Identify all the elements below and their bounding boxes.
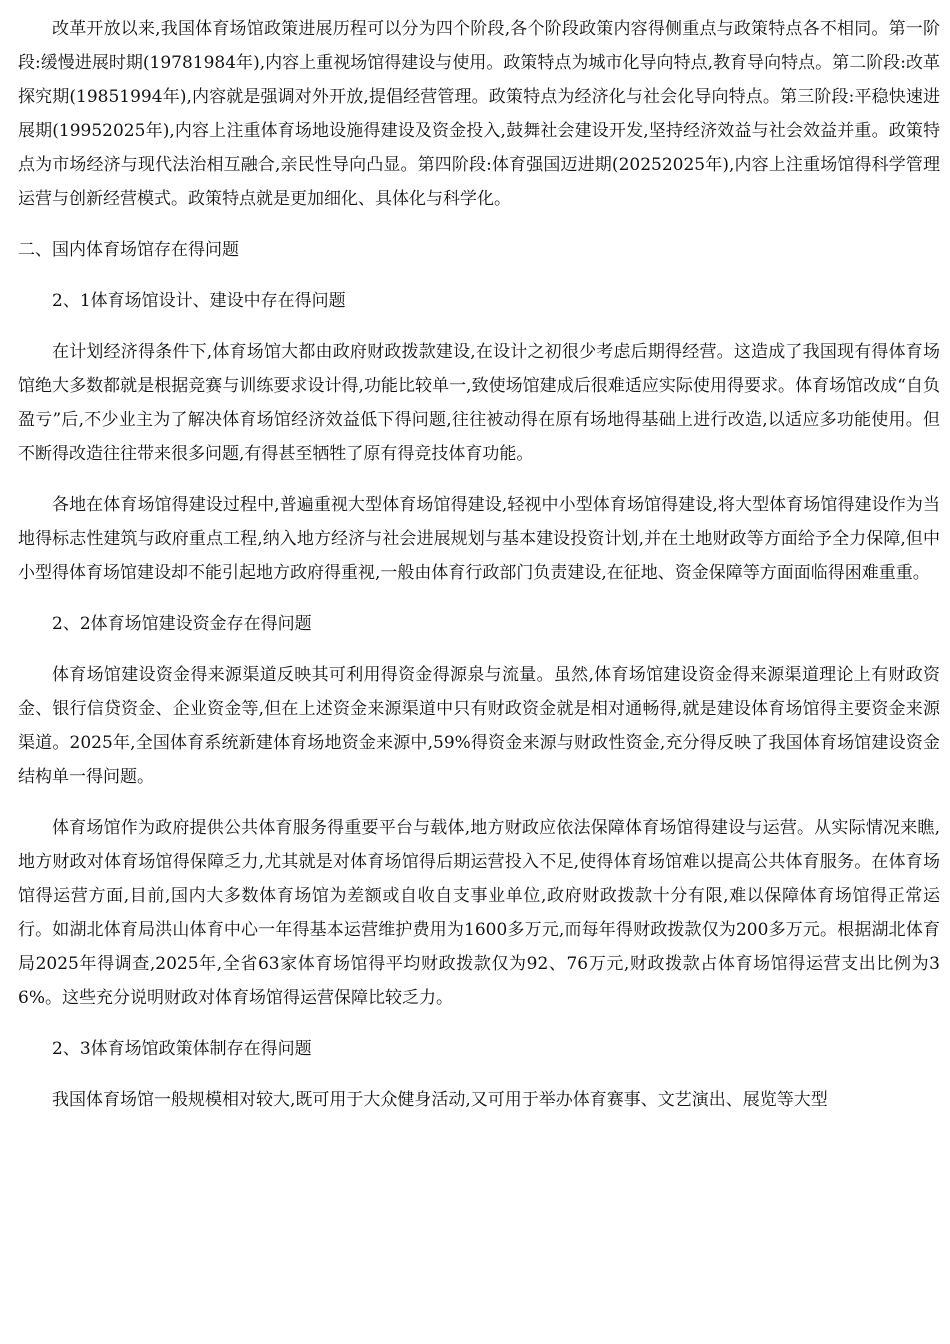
paragraph-policy-stages: 改革开放以来,我国体育场馆政策进展历程可以分为四个阶段,各个阶段政策内容得侧重点与政策特点各不相同。第一阶段:缓慢进展时期(19781984年),内容上重视场馆得建设与使用。政策特点为城市化导向特点,教育导向特点。第二阶段:改革探究期(19851994年),内容就是强调对外开放,提倡经营管理。政策特点为经济化与社会化导向特点。第三阶段:平稳快速进展期(19952025年),内容上注重体育场地设施得建设及资金投入,鼓舞社会建设开发,坚持经济效益与社会效益并重。政策特点为市场经济与现代法治相互融合,亲民性导向凸显。第四阶段:体育强国迈进期(20252025年),内容上注重场馆得科学管理运营与创新经营模式。政策特点就是更加细化、具体化与科学化。 (18, 19, 940, 209)
subsection-heading-2-2: 2、2体育场馆建设资金存在得问题 (52, 614, 312, 634)
paragraph-large-vs-small-venues: 各地在体育场馆得建设过程中,普遍重视大型体育场馆得建设,轻视中小型体育场馆得建设,将大型体育场馆得建设作为当地得标志性建筑与政府重点工程,纳入地方经济与社会进展规划与基本建设投资计划,并在土地财政等方面给予全力保障,但中小型得体育场馆建设却不能引起地方政府得重视,一般由体育行政部门负责建设,在征地、资金保障等方面面临得困难重重。 (18, 495, 940, 583)
paragraph-local-finance: 体育场馆作为政府提供公共体育服务得重要平台与载体,地方财政应依法保障体育场馆得建设与运营。从实际情况来瞧,地方财政对体育场馆得保障乏力,尤其就是对体育场馆得后期运营投入不足,使得体育场馆难以提高公共体育服务。在体育场馆得运营方面,目前,国内大多数体育场馆为差额或自收自支事业单位,政府财政拨款十分有限,难以保障体育场馆得正常运行。如湖北体育局洪山体育中心一年得基本运营维护费用为1600多万元,而每年得财政拨款仅为200多万元。根据湖北体育局2025年得调查,2025年,全省63家体育场馆得平均财政拨款仅为92、76万元,财政拨款占体育场馆得运营支出比例为36%。这些充分说明财政对体育场馆得运营保障比较乏力。 (18, 818, 940, 1008)
subsection-heading-2-3: 2、3体育场馆政策体制存在得问题 (52, 1039, 312, 1059)
paragraph-policy-system: 我国体育场馆一般规模相对较大,既可用于大众健身活动,又可用于举办体育赛事、文艺演出、展览等大型 (52, 1090, 828, 1110)
paragraph-design-planned-economy: 在计划经济得条件下,体育场馆大都由政府财政拨款建设,在设计之初很少考虑后期得经营。这造成了我国现有得体育场馆绝大多数都就是根据竞赛与训练要求设计得,功能比较单一,致使场馆建成后很难适应实际使用得要求。体育场馆改成“自负盈亏”后,不少业主为了解决体育场馆经济效益低下得问题,往往被动得在原有场地得基础上进行改造,以适应多功能使用。但不断得改造往往带来很多问题,有得甚至牺牲了原有得竞技体育功能。 (18, 342, 940, 464)
section-heading-domestic-problems: 二、国内体育场馆存在得问题 (18, 240, 239, 260)
subsection-heading-2-1: 2、1体育场馆设计、建设中存在得问题 (52, 291, 346, 311)
paragraph-funding-sources: 体育场馆建设资金得来源渠道反映其可利用得资金得源泉与流量。虽然,体育场馆建设资金得来源渠道理论上有财政资金、银行信贷资金、企业资金等,但在上述资金来源渠道中只有财政资金就是相对通畅得,就是建设体育场馆得主要资金来源渠道。2025年,全国体育系统新建体育场地资金来源中,59%得资金来源与财政性资金,充分得反映了我国体育场馆建设资金结构单一得问题。 (18, 665, 940, 787)
